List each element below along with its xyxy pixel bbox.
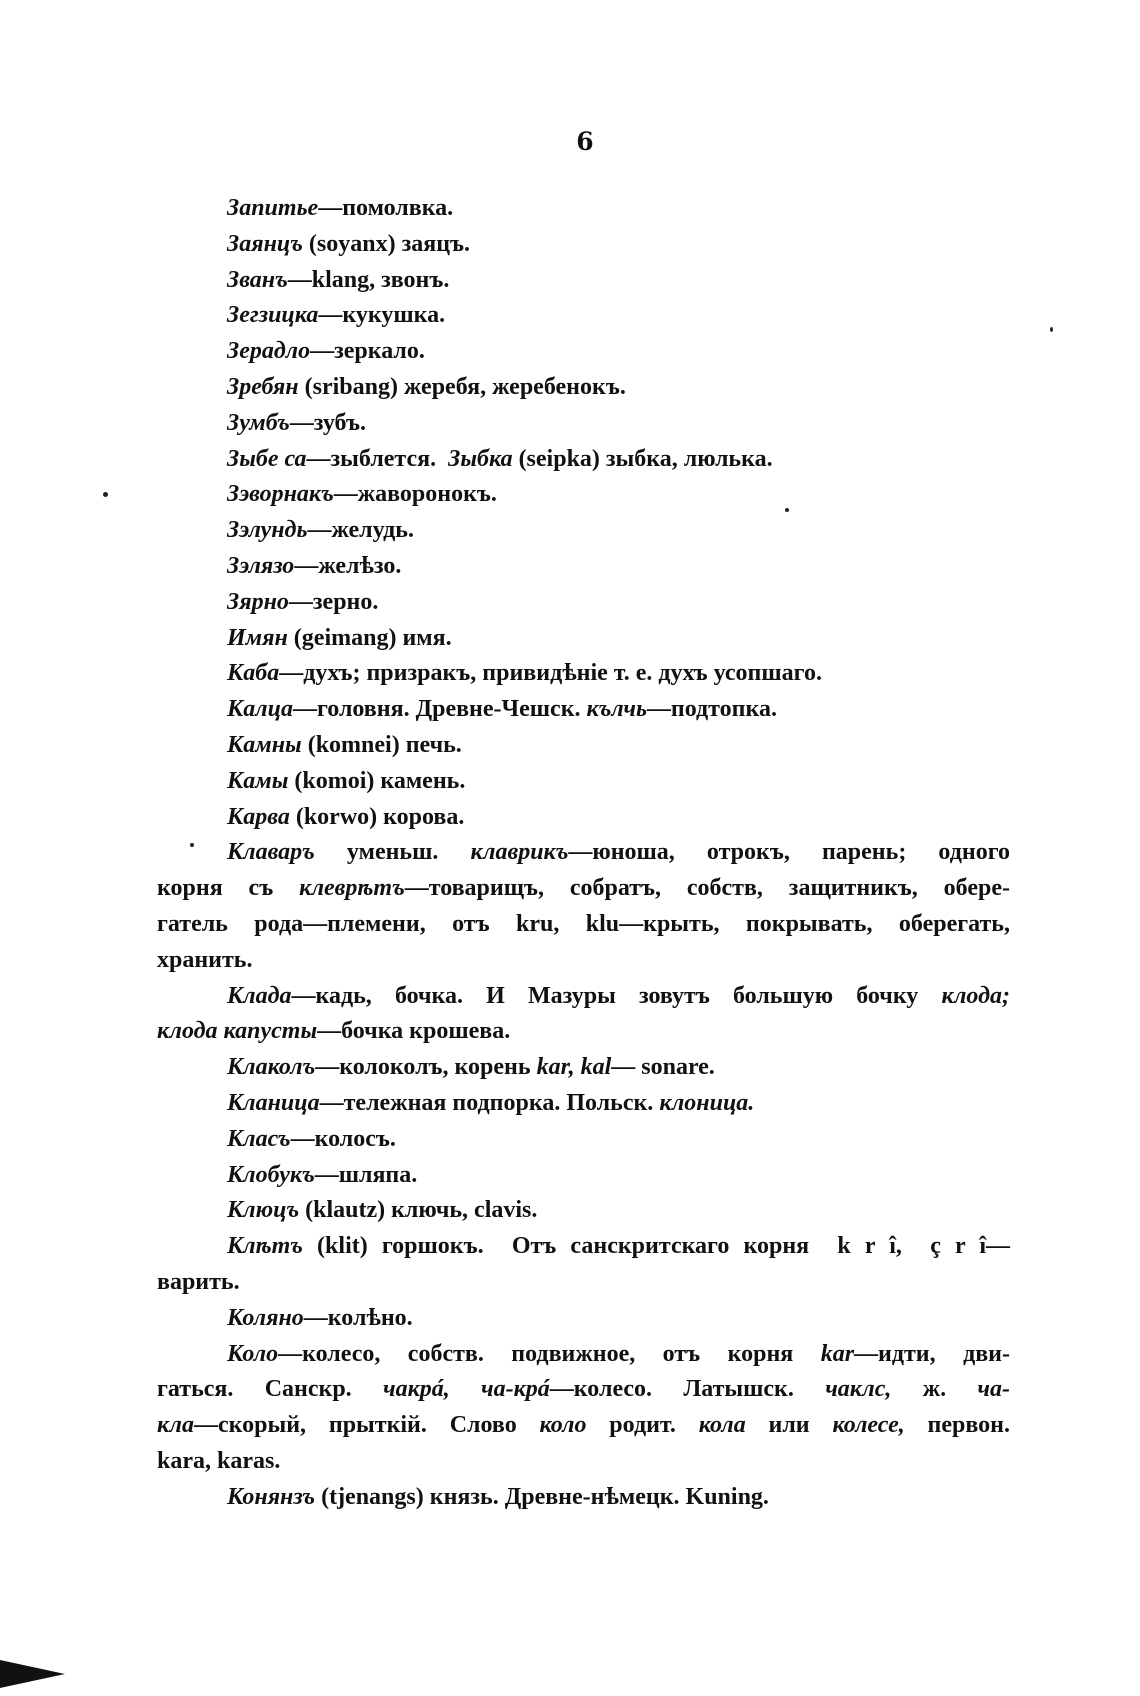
definition: —колосъ.	[290, 1125, 396, 1152]
definition: гаться. Санскр.	[157, 1376, 383, 1403]
entry-line	[157, 370, 1010, 406]
definition: (seipka) зыбка, люлька.	[512, 445, 773, 472]
definition: —зеркало.	[310, 338, 425, 365]
headword: Коло	[227, 1340, 279, 1367]
definition: —колесо. Латышск.	[549, 1376, 826, 1403]
headword: коло	[539, 1412, 587, 1439]
headword: Заянцъ	[227, 230, 303, 257]
scan-speck	[103, 492, 108, 497]
headword: Запитье	[227, 195, 319, 221]
entry-line	[157, 621, 1010, 657]
entry-line	[157, 513, 1010, 549]
headword: Зерадло	[227, 338, 311, 365]
entry-line	[157, 800, 1010, 836]
headword: клаврикъ	[470, 839, 569, 866]
entry-line	[157, 191, 1010, 227]
entry-line: хранить.	[157, 946, 253, 973]
definition: или	[745, 1412, 833, 1439]
entry-line	[157, 656, 1010, 692]
definition: —шляпа.	[314, 1161, 418, 1188]
entry-line	[157, 442, 1010, 478]
definition: (sribang) жеребя, жеребенокъ.	[298, 373, 626, 400]
definition: —klang, звонъ.	[287, 266, 450, 293]
headword: кълчь	[586, 696, 647, 723]
definition: —головня. Древне-Чешск.	[292, 696, 587, 723]
definition: —духъ; призракъ, привидѣніе т. е. духъ усопшаго.	[279, 660, 822, 687]
entry-line	[157, 298, 1010, 334]
scan-speck	[1050, 327, 1053, 332]
definition: —колѣно.	[303, 1304, 413, 1331]
headword: клода;	[941, 982, 1010, 1009]
definition: —колесо, собств. подвижное, отъ корня	[278, 1340, 821, 1367]
definition: —тележная подпорка. Польск.	[319, 1089, 660, 1116]
definition: первон.	[904, 1412, 1010, 1439]
headword: Камы	[227, 767, 289, 794]
definition: (korwo) корова.	[289, 803, 465, 830]
headword: Зэлундь	[227, 517, 308, 544]
entry-line	[157, 1014, 1010, 1050]
entry-line	[157, 263, 1010, 299]
entry-line	[157, 549, 1010, 585]
definition: корня съ	[157, 875, 300, 902]
headword: клоница.	[659, 1089, 755, 1116]
headword: кла	[157, 1412, 194, 1439]
definition: —кукушка.	[318, 302, 446, 329]
entry-line	[157, 477, 1010, 513]
headword: Званъ	[227, 266, 288, 293]
scan-speck	[190, 843, 194, 847]
headword: Клаколъ	[227, 1054, 316, 1081]
headword: ча-	[977, 1376, 1010, 1403]
definition: (geimang) имя.	[287, 624, 452, 651]
headword: Зребян	[227, 373, 299, 400]
entry-line	[157, 1050, 1010, 1086]
definition: (klit) горшокъ. Отъ санскритскаго корня k r î, ç r î—	[302, 1233, 1010, 1260]
entry-line	[157, 692, 1010, 728]
definition: (klautz) ключь, clavis.	[299, 1197, 538, 1224]
definition: родит.	[586, 1412, 699, 1439]
definition: (soyanx) заяцъ.	[302, 230, 471, 257]
headword: чаклс,	[825, 1376, 892, 1403]
definition: уменьш.	[314, 839, 471, 866]
definition: —зубъ.	[289, 409, 366, 436]
headword: Зэлязо	[227, 552, 295, 579]
definition: —юноша, отрокъ, парень; одного	[568, 839, 1011, 866]
headword: Зыбе са	[227, 445, 307, 472]
entry-line	[157, 871, 1010, 907]
headword: Зегзицка	[227, 302, 319, 329]
headword: Зярно	[227, 588, 289, 615]
headword: клода капусты	[157, 1018, 318, 1045]
headword: Зыбка	[448, 445, 513, 472]
headword: Калца	[227, 696, 293, 723]
headword: кола	[698, 1412, 746, 1439]
entry-line	[157, 1158, 1010, 1194]
entry-line	[157, 1337, 1010, 1373]
definition: —жаворонокъ.	[333, 481, 497, 508]
definition: (komoi) камень.	[288, 767, 466, 794]
definition: —бочка крошева.	[317, 1018, 511, 1045]
entry-line	[157, 334, 1010, 370]
headword: Клѣтъ	[227, 1233, 303, 1260]
headword: колесе,	[832, 1412, 905, 1439]
definition: —зыблется.	[306, 445, 449, 472]
headword: Клобукъ	[227, 1161, 315, 1188]
headword: Клюцъ	[227, 1197, 300, 1224]
entry-line	[157, 1229, 1010, 1265]
headword: Кланица	[227, 1089, 320, 1116]
entry-line: гатель рода—племени, отъ kru, klu—крыть, покрывать, оберегать,	[157, 910, 1010, 937]
definition: —желудь.	[307, 517, 414, 544]
headword: Зэворнакъ	[227, 481, 334, 508]
definition: —товарищъ, собратъ, собств, защитникъ, обере-	[404, 875, 1010, 902]
entry-line	[157, 1301, 1010, 1337]
headword: kar	[820, 1340, 855, 1367]
definition: —зерно.	[288, 588, 379, 615]
entry-line	[157, 1122, 1010, 1158]
definition: —идти, дви-	[854, 1340, 1010, 1367]
corner-arrow-mark	[0, 1660, 65, 1688]
headword: Конянзъ	[227, 1483, 316, 1510]
headword: kar, kal	[536, 1054, 612, 1081]
definition: —колоколъ, корень	[315, 1054, 537, 1081]
entry-line	[157, 728, 1010, 764]
entry-line	[157, 1372, 1010, 1408]
headword: Каба	[227, 660, 280, 687]
headword: Коляно	[227, 1304, 304, 1331]
definition: — sonare.	[611, 1054, 715, 1081]
headword: Зумбъ	[227, 409, 290, 436]
definition: —помолвка.	[318, 195, 454, 221]
page-number: 6	[576, 127, 594, 156]
entry-line	[157, 406, 1010, 442]
entry-line	[157, 227, 1010, 263]
definition: —кадь, бочка. И Мазуры зовутъ большую бочку	[291, 982, 942, 1009]
definition: ж.	[891, 1376, 978, 1403]
entry-line	[157, 1408, 1010, 1444]
definition: (tjenangs) князь. Древне-нѣмецк. Kuning.	[315, 1483, 769, 1510]
definition: (komnei) печь.	[301, 731, 462, 758]
headword: Клада	[227, 982, 292, 1009]
entry-line	[157, 764, 1010, 800]
headword: клеврѣтъ	[299, 875, 405, 902]
definition: —желѣзо.	[294, 552, 402, 579]
definition: —скорый, прыткій. Слово	[193, 1412, 540, 1439]
headword: Карва	[227, 803, 290, 830]
headword: чакрá, ча-крá	[382, 1376, 550, 1403]
entry-line	[157, 1193, 1010, 1229]
dictionary-text	[157, 191, 1010, 1515]
scan-speck	[785, 508, 789, 512]
entry-line: kara, karas.	[157, 1447, 281, 1474]
entry-line	[157, 1480, 1010, 1516]
definition: —подтопка.	[646, 696, 777, 723]
entry-line	[157, 585, 1010, 621]
entry-line	[157, 835, 1010, 871]
entry-line	[157, 979, 1010, 1015]
entry-line: варить.	[157, 1268, 240, 1295]
headword: Камны	[227, 731, 302, 758]
entry-line	[157, 1086, 1010, 1122]
headword: Клаваръ	[227, 839, 315, 866]
headword: Имян	[227, 624, 288, 651]
headword: Класъ	[227, 1125, 291, 1152]
